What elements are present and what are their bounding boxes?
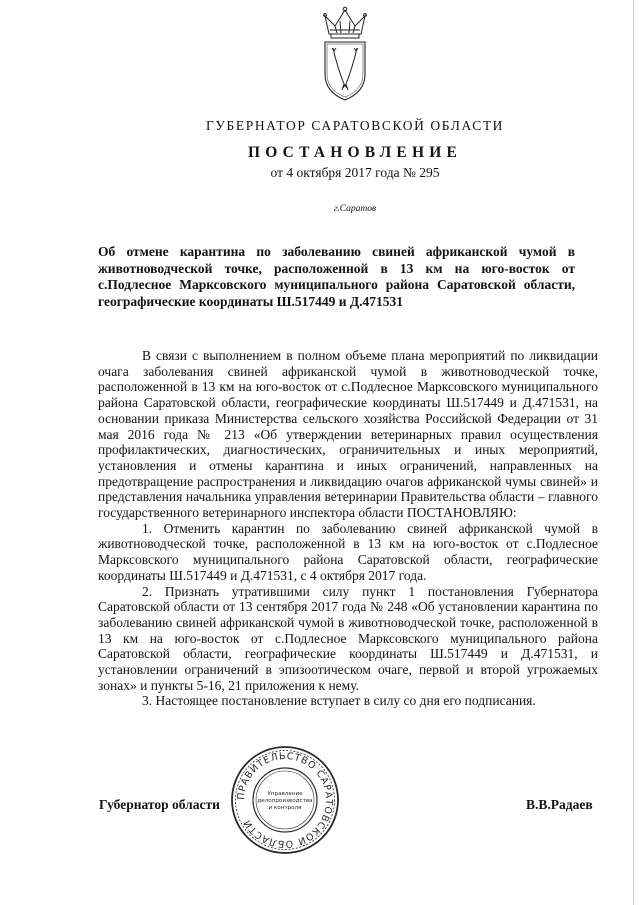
seal-ring-text: ПРАВИТЕЛЬСТВО САРАТОВСКОЙ ОБЛАСТИ — [235, 750, 335, 850]
signatory-name: В.В.Радаев — [526, 797, 593, 812]
preamble-paragraph: В связи с выполнением в полном объеме плана мероприятий по ликвидации очага заболевания свиней африканской чумой в животноводческой точке, расположенной в 13 км на юго-восток от с.Подлесное Марксовского муниципального района Саратовской области, географические координаты Ш.517449 и Д.471531, на основании приказа Министерства сельского хозяйства Российской Федерации от 31 мая 2016 года № 213 «Об утверждении ветеринарных правил осуществления профилактических, диагностических, ограничительных и иных мероприятий, установления и отмены карантина и иных ограничений, направленных на предотвращение распространения и ликвидацию очагов африканской чумы свиней» и представления начальника управления ветеринарии Правительства области – главного государственного ветеринарного инспектора области ПОСТАНОВЛЯЮ: — [98, 348, 598, 521]
seal-center-line-2: делопроизводства — [257, 798, 313, 804]
document-date-number: от 4 октября 2017 года № 295 — [270, 165, 440, 180]
item-1-paragraph: 1. Отменить карантин по заболеванию свиней африканской чумой в животноводческой точке, расположенной в 13 км на юго-восток от с.Подлесное Марксовского муниципального района Саратовской области, географические координаты Ш.517449 и Д.471531, с 4 октября 2017 года. — [98, 520, 598, 583]
official-seal-stamp — [229, 744, 341, 856]
signatory-position: Губернатор области — [99, 797, 220, 812]
seal-center-line-1: Управление — [267, 791, 303, 797]
item-3-paragraph: 3. Настоящее постановление вступает в силу со дня его подписания. — [142, 693, 536, 709]
page-edge-line — [633, 0, 634, 905]
document-title: Об отмене карантина по заболеванию свиней африканской чумой в животноводческой точке, расположенной в 13 км на юго-восток от с.Подлесное Марксовского муниципального района Саратовской области, географические координаты Ш.517449 и Д.471531 — [98, 244, 575, 309]
document-body — [98, 348, 598, 709]
document-city: г.Саратов — [333, 204, 377, 214]
item-2-paragraph: 2. Признать утратившими силу пункт 1 постановления Губернатора Саратовской области от 13 сентября 2017 года № 248 «Об установлении карантина по заболеванию свиней африканской чумой в животноводческой точке, расположенной в 13 км на юго-восток от с.Подлесное Марксовского муниципального района Саратовской области, географические координаты Ш.517449 и Д.471531, и установлении ограничений в эпизоотическом очаге, первой и второй угрожаемых зонах» и пункты 5-16, 21 приложения к нему. — [98, 583, 598, 693]
document-type: ПОСТАНОВЛЕНИЕ — [247, 144, 463, 161]
seal-graphic — [229, 744, 341, 856]
saratov-coat-of-arms-icon — [315, 4, 375, 106]
emblem-graphic — [315, 4, 375, 106]
seal-center-line-3: и контроля — [268, 805, 302, 811]
issuing-authority: ГУБЕРНАТОР САРАТОВСКОЙ ОБЛАСТИ — [205, 118, 505, 133]
